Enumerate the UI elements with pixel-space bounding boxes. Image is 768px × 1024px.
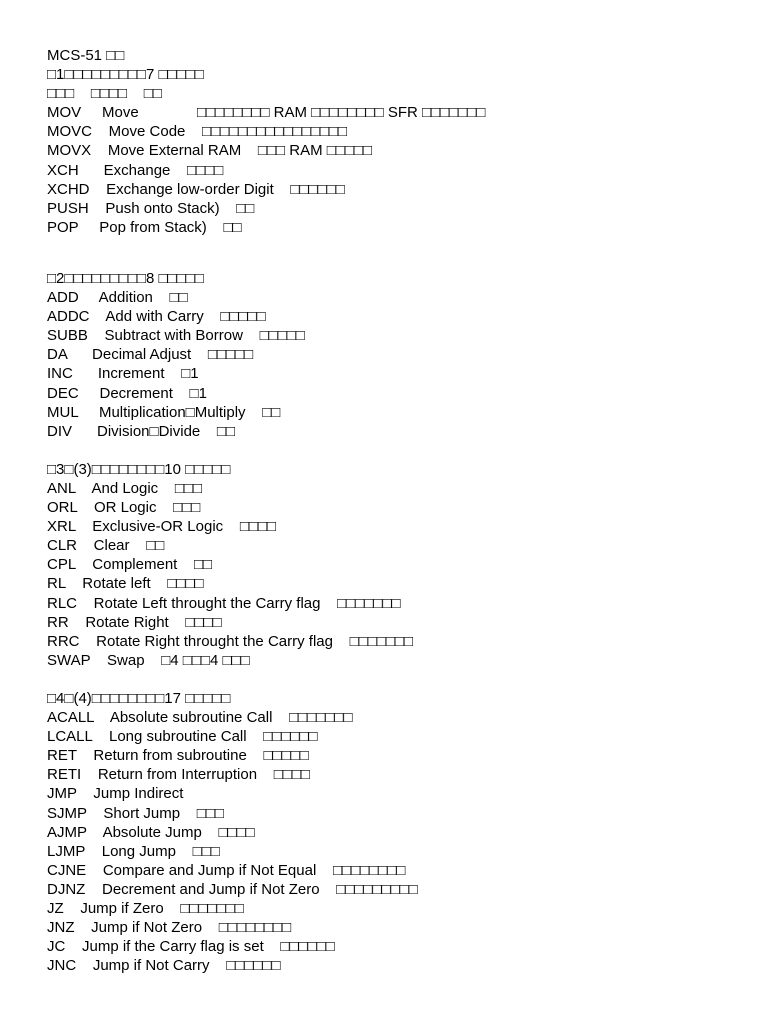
instruction-line: SJMP Short Jump □□□	[47, 804, 224, 822]
instruction-line: DEC Decrement □1	[47, 384, 207, 402]
instruction-line: SUBB Subtract with Borrow □□□□□	[47, 327, 305, 345]
instruction-line: DIV Division□Divide □□	[47, 422, 236, 440]
instruction-line: ORL OR Logic □□□	[47, 499, 201, 517]
instruction-line: XRL Exclusive-OR Logic □□□□	[47, 518, 277, 536]
instruction-line: AJMP Absolute Jump □□□□	[47, 823, 255, 841]
instruction-line: RLC Rotate Left throught the Carry flag □□□□□□□	[47, 594, 401, 612]
spacer	[47, 237, 747, 269]
instruction-line: CPL Complement □□	[47, 556, 213, 574]
instruction-line: MUL Multiplication□Multiply □□	[47, 403, 281, 421]
section-heading: □1□□□□□□□□□7 □□□□□	[47, 66, 204, 84]
instruction-line: JMP Jump Indirect	[47, 785, 184, 803]
spacer	[47, 441, 747, 460]
instruction-line: MOVX Move External RAM □□□ RAM □□□□□	[47, 142, 373, 160]
instruction-line: ADDC Add with Carry □□□□□	[47, 308, 266, 326]
instruction-line: RET Return from subroutine □□□□□	[47, 747, 309, 765]
instruction-line: LCALL Long subroutine Call □□□□□□	[47, 728, 318, 746]
instruction-line: SWAP Swap □4 □□□4 □□□	[47, 651, 250, 669]
section-heading: □4□(4)□□□□□□□□17 □□□□□	[47, 690, 231, 707]
instruction-line: RL Rotate left □□□□	[47, 575, 204, 593]
instruction-line: ACALL Absolute subroutine Call □□□□□□□	[47, 709, 353, 727]
section-heading: □3□(3)□□□□□□□□10 □□□□□	[47, 460, 231, 478]
instruction-line: POP Pop from Stack) □□	[47, 218, 242, 236]
spacer	[47, 670, 747, 689]
instruction-line: ADD Addition □□	[47, 289, 188, 307]
document-page	[47, 46, 747, 975]
instruction-line: DJNZ Decrement and Jump if Not Zero □□□□□□□□□	[47, 880, 418, 898]
instruction-line: ANL And Logic □□□	[47, 479, 203, 497]
instruction-line: XCHD Exchange low-order Digit □□□□□□	[47, 180, 345, 198]
instruction-line: PUSH Push onto Stack) □□	[47, 199, 255, 217]
instruction-line: MOV Move □□□□□□□□ RAM □□□□□□□□ SFR □□□□□□□	[47, 104, 486, 122]
instruction-line: JZ Jump if Zero □□□□□□□	[47, 900, 244, 918]
instruction-line: RETI Return from Interruption □□□□	[47, 766, 310, 784]
document-title: MCS-51 □□	[47, 47, 125, 64]
instruction-line: RRC Rotate Right throught the Carry flag □□□□□□□	[47, 632, 414, 650]
instruction-line: JNC Jump if Not Carry □□□□□□	[47, 957, 281, 975]
instruction-line: MOVC Move Code □□□□□□□□□□□□□□□□	[47, 123, 348, 141]
instruction-line: CLR Clear □□	[47, 537, 165, 555]
instruction-line: INC Increment □1	[47, 365, 199, 383]
section-subheading: □□□ □□□□ □□	[47, 85, 162, 103]
instruction-line: JC Jump if the Carry flag is set □□□□□□	[47, 938, 335, 956]
instruction-line: DA Decimal Adjust □□□□□	[47, 346, 254, 364]
instruction-line: CJNE Compare and Jump if Not Equal □□□□□□□□	[47, 861, 406, 879]
instruction-line: LJMP Long Jump □□□	[47, 842, 220, 860]
section-heading: □2□□□□□□□□□8 □□□□□	[47, 269, 204, 287]
instruction-line: RR Rotate Right □□□□	[47, 613, 222, 631]
instruction-line: JNZ Jump if Not Zero □□□□□□□□	[47, 919, 292, 937]
instruction-line: XCH Exchange □□□□	[47, 161, 224, 179]
